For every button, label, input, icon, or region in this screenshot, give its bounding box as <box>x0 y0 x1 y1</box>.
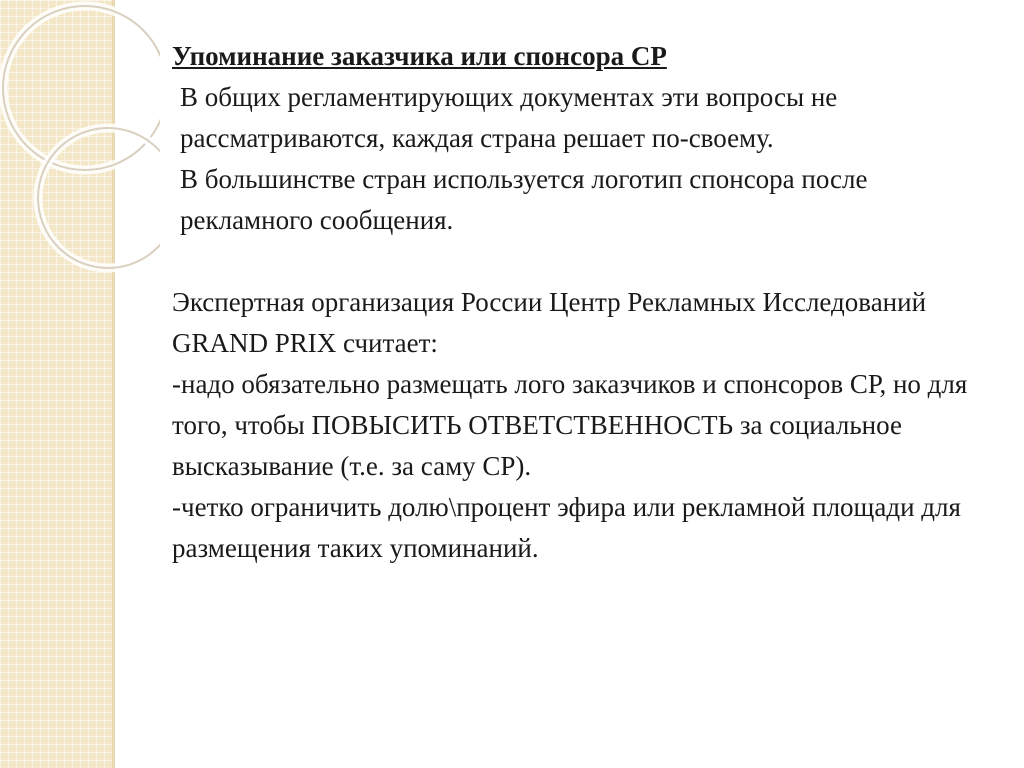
point-limit-airtime: -четко ограничить долю\процент эфира или рекламной площади для размещения таких упоминаний. <box>172 492 961 563</box>
slide-title: Упоминание заказчика или спонсора СР <box>172 41 667 71</box>
slide-content <box>172 36 992 569</box>
paragraph-sponsor-logo: В большинстве стран используется логотип спонсора после рекламного сообщения. <box>180 164 868 235</box>
paragraph-expert-intro: Экспертная организация России Центр Рекламных Исследований GRAND PRIX считает: <box>172 287 927 358</box>
point-publish-logos: -надо обязательно размещать лого заказчиков и спонсоров СР, но для того, чтобы ПОВЫСИТЬ ОТВЕТСТВЕННОСТЬ за социальное высказывание (т.е. за саму СР). <box>172 369 968 481</box>
decorative-ring-large-inner <box>3 6 160 170</box>
paragraph-regulations: В общих регламентирующих документах эти вопросы не рассматриваются, каждая страна решает по-своему. <box>180 82 838 153</box>
spacer <box>172 241 992 282</box>
decorative-rings <box>0 0 160 320</box>
